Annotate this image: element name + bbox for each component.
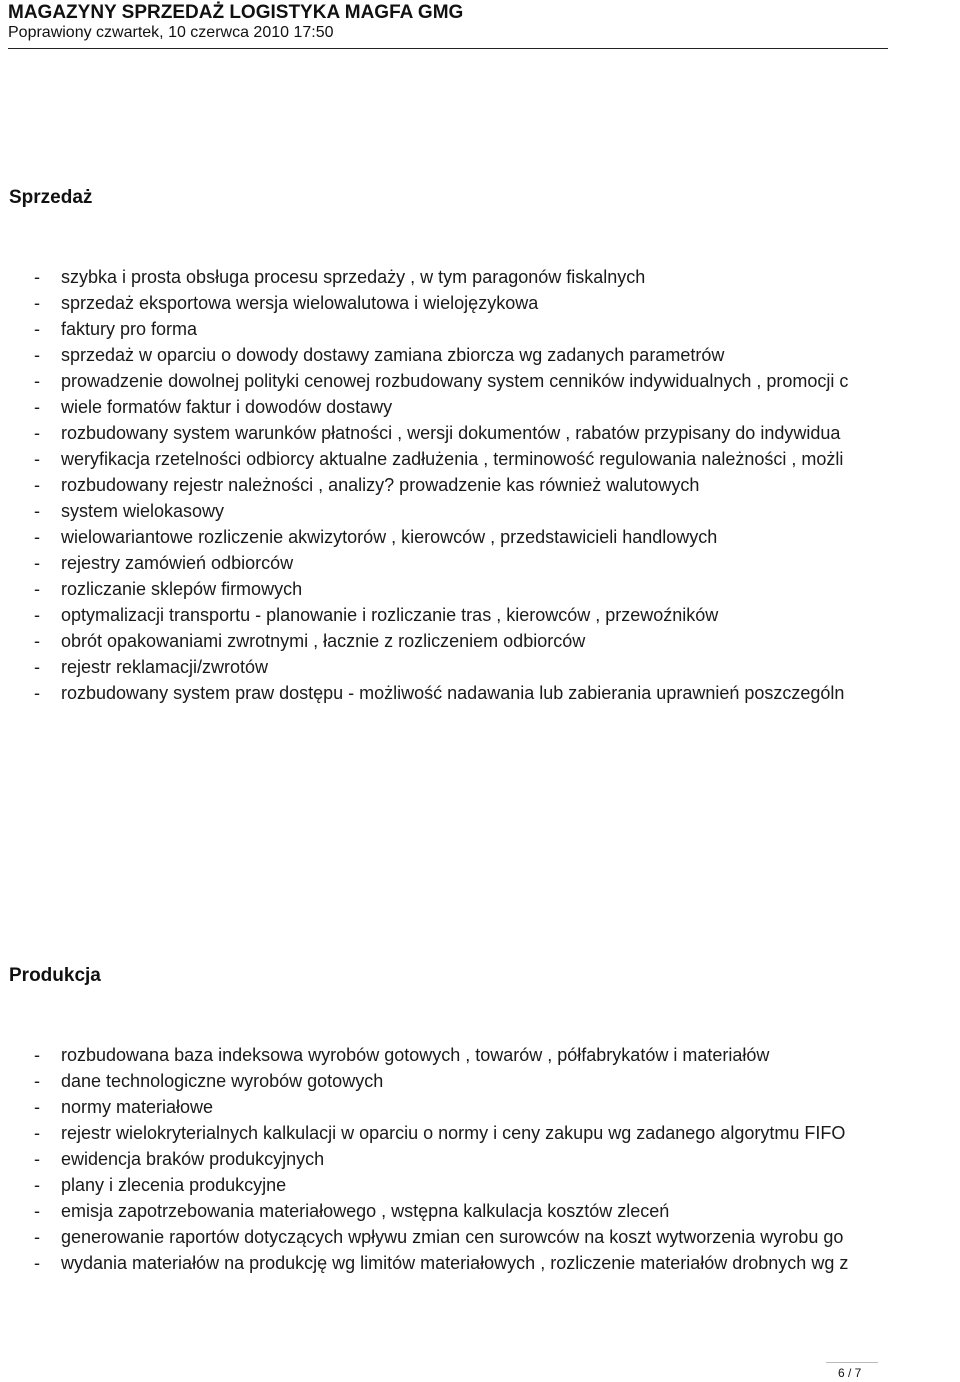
list-item [0, 680, 960, 706]
list-item-text: normy materiałowe [61, 1097, 214, 1117]
list-item [0, 1172, 960, 1198]
list-item-text: ewidencja braków produkcyjnych [61, 1149, 325, 1169]
bullet-dash: - [34, 267, 40, 287]
list-item [0, 1146, 960, 1172]
footer-divider [826, 1362, 878, 1363]
list-item-text: rozbudowany system warunków płatności , wersji dokumentów , rabatów przypisany do indywidua [61, 423, 841, 443]
list-item [0, 1198, 960, 1224]
list-item-text: plany i zlecenia produkcyjne [61, 1175, 287, 1195]
list-item-text: rozbudowana baza indeksowa wyrobów gotowych , towarów , półfabrykatów i materiałów [61, 1045, 770, 1065]
list-item [0, 342, 960, 368]
bullet-dash: - [34, 475, 40, 495]
list-item [0, 1120, 960, 1146]
list-item [0, 446, 960, 472]
sales-feature-list [0, 264, 960, 706]
list-item-text: weryfikacja rzetelności odbiorcy aktualne zadłużenia , terminowość regulowania należności , możli [61, 449, 844, 469]
list-item-text: rozbudowany rejestr należności , analizy? prowadzenie kas również walutowych [61, 475, 700, 495]
bullet-dash: - [34, 319, 40, 339]
list-item-text: sprzedaż w oparciu o dowody dostawy zamiana zbiorcza wg zadanych parametrów [61, 345, 725, 365]
bullet-dash: - [34, 345, 40, 365]
section-heading-sales: Sprzedaż [9, 187, 93, 208]
bullet-dash: - [34, 553, 40, 573]
list-item-text: generowanie raportów dotyczących wpływu zmian cen surowców na koszt wytworzenia wyrobu go [61, 1227, 844, 1247]
list-item-text: rozliczanie sklepów firmowych [61, 579, 303, 599]
bullet-dash: - [34, 1123, 40, 1143]
list-item [0, 550, 960, 576]
list-item-text: dane technologiczne wyrobów gotowych [61, 1071, 384, 1091]
list-item [0, 316, 960, 342]
bullet-dash: - [34, 1071, 40, 1091]
list-item [0, 420, 960, 446]
bullet-dash: - [34, 1227, 40, 1247]
list-item-text: faktury pro forma [61, 319, 198, 339]
list-item [0, 576, 960, 602]
document-title: MAGAZYNY SPRZEDAŻ LOGISTYKA MAGFA GMG [8, 2, 464, 23]
list-item-text: rozbudowany system praw dostępu - możliwość nadawania lub zabierania uprawnień poszczególn [61, 683, 845, 703]
bullet-dash: - [34, 1175, 40, 1195]
list-item [0, 1094, 960, 1120]
list-item-text: wydania materiałów na produkcję wg limitów materiałowych , rozliczenie materiałów drobnych wg z [61, 1253, 849, 1273]
bullet-dash: - [34, 683, 40, 703]
bullet-dash: - [34, 1149, 40, 1169]
bullet-dash: - [34, 631, 40, 651]
bullet-dash: - [34, 293, 40, 313]
list-item-text: emisja zapotrzebowania materiałowego , wstępna kalkulacja kosztów zleceń [61, 1201, 670, 1221]
bullet-dash: - [34, 1253, 40, 1273]
list-item-text: rejestry zamówień odbiorców [61, 553, 294, 573]
list-item [0, 602, 960, 628]
list-item [0, 654, 960, 680]
list-item-text: system wielokasowy [61, 501, 225, 521]
list-item-text: szybka i prosta obsługa procesu sprzedaży , w tym paragonów fiskalnych [61, 267, 646, 287]
bullet-dash: - [34, 397, 40, 417]
list-item-text: optymalizacji transportu - planowanie i rozliczanie tras , kierowców , przewoźników [61, 605, 719, 625]
production-feature-list [0, 1042, 960, 1276]
bullet-dash: - [34, 657, 40, 677]
list-item-text: rejestr wielokryterialnych kalkulacji w oparciu o normy i ceny zakupu wg zadanego algorytmu FIFO [61, 1123, 846, 1143]
bullet-dash: - [34, 605, 40, 625]
list-item-text: wielowariantowe rozliczenie akwizytorów , kierowców , przedstawicieli handlowych [61, 527, 718, 547]
section-heading-production: Produkcja [9, 965, 101, 986]
page-number: 6 / 7 [838, 1366, 862, 1380]
list-item [0, 1068, 960, 1094]
list-item [0, 1224, 960, 1250]
list-item [0, 264, 960, 290]
list-item [0, 524, 960, 550]
list-item [0, 1250, 960, 1276]
list-item [0, 472, 960, 498]
list-item [0, 394, 960, 420]
list-item [0, 628, 960, 654]
list-item-text: rejestr reklamacji/zwrotów [61, 657, 269, 677]
header-divider [8, 48, 888, 49]
list-item-text: prowadzenie dowolnej polityki cenowej rozbudowany system cenników indywidualnych , promocji c [61, 371, 849, 391]
list-item [0, 368, 960, 394]
list-item [0, 498, 960, 524]
bullet-dash: - [34, 1045, 40, 1065]
bullet-dash: - [34, 423, 40, 443]
document-date: Poprawiony czwartek, 10 czerwca 2010 17:50 [8, 24, 334, 41]
list-item-text: sprzedaż eksportowa wersja wielowalutowa i wielojęzykowa [61, 293, 539, 313]
list-item [0, 1042, 960, 1068]
bullet-dash: - [34, 1097, 40, 1117]
bullet-dash: - [34, 1201, 40, 1221]
list-item-text: obrót opakowaniami zwrotnymi , łacznie z rozliczeniem odbiorców [61, 631, 586, 651]
list-item [0, 290, 960, 316]
bullet-dash: - [34, 579, 40, 599]
bullet-dash: - [34, 527, 40, 547]
bullet-dash: - [34, 371, 40, 391]
list-item-text: wiele formatów faktur i dowodów dostawy [61, 397, 393, 417]
bullet-dash: - [34, 449, 40, 469]
bullet-dash: - [34, 501, 40, 521]
